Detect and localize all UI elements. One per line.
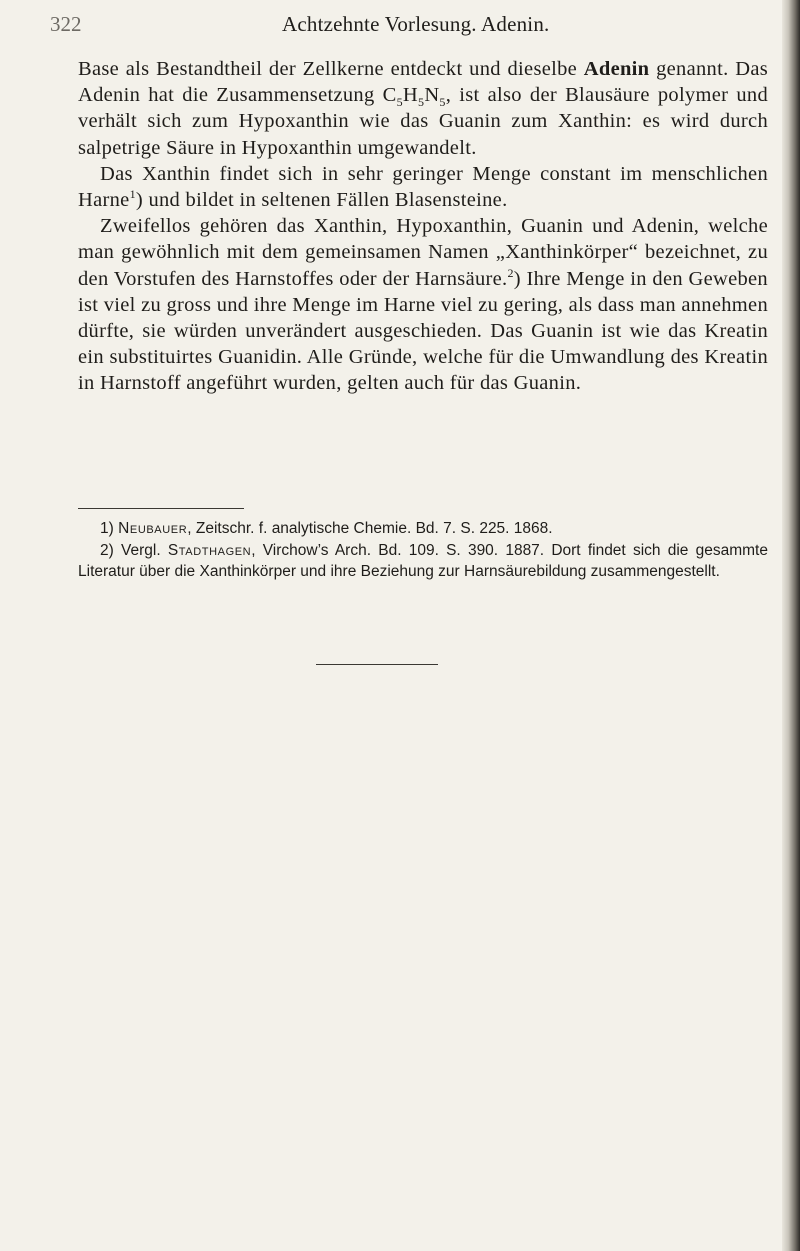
footnote-1: 1) Neubauer, Zeitschr. f. analytische Chemie. Bd. 7. S. 225. 1868. [100, 520, 553, 537]
footnote-2: 2) Vergl. Stadthagen, Virchow’s Arch. Bd. 109. S. 390. 1887. Dort findet sich die gesammte Literatur über die Xanthinkörper und ihre Beziehung zur Harnsäurebildung zusammengestellt. [78, 541, 768, 580]
paragraph-1: Base als Bestandtheil der Zellkerne entdeckt und dieselbe Adenin genannt. Das Adenin hat die Zusammensetzung $C_5H_5N_5$, ist also der Blausäure polymer und verhält sich zum Hypoxanthin wie das Guanin zum Xanthin: es wird durch salpetrige Säure in Hypoxanthin umgewandelt. [78, 58, 768, 159]
footnote-divider [78, 508, 244, 509]
book-spine-shadow [782, 0, 800, 1251]
paragraph-2: Das Xanthin findet sich in sehr geringer Menge constant im menschlichen Harne$^1$) und bildet in seltenen Fällen Blasensteine. [78, 162, 768, 212]
paragraph-3: Zweifellos gehören das Xanthin, Hypoxanthin, Guanin und Adenin, welche man gewöhnlich mit dem gemeinsamen Namen „Xanthinkörper“ bezeichnet, zu den Vorstufen des Harnstoffes oder der Harnsäure.$^2$) Ihre Menge in den Geweben ist viel zu gross und ihre Menge im Harne viel zu gering, als dass man annehmen dürfte, sie würden unverändert ausgeschieden. Das Guanin ist wie das Kreatin ein substituirtes Guanidin. Alle Gründe, welche für die Umwandlung des Kreatin in Harnstoff angeführt wurden, gelten auch für das Guanin. [78, 215, 768, 395]
body-text [78, 56, 768, 397]
footnotes [78, 518, 768, 583]
page-header [50, 12, 770, 42]
page-number: 322 [50, 12, 82, 36]
running-head: Achtzehnte Vorlesung. Adenin. [282, 12, 550, 36]
footnote-ref-2: 2 [507, 265, 514, 280]
footnote-ref-1: 1 [129, 187, 136, 202]
bold-term-adenin: Adenin [583, 58, 650, 80]
end-divider [316, 664, 438, 665]
footnote-author: Stadthagen [167, 541, 252, 559]
footnote-author: Neubauer [118, 520, 188, 537]
